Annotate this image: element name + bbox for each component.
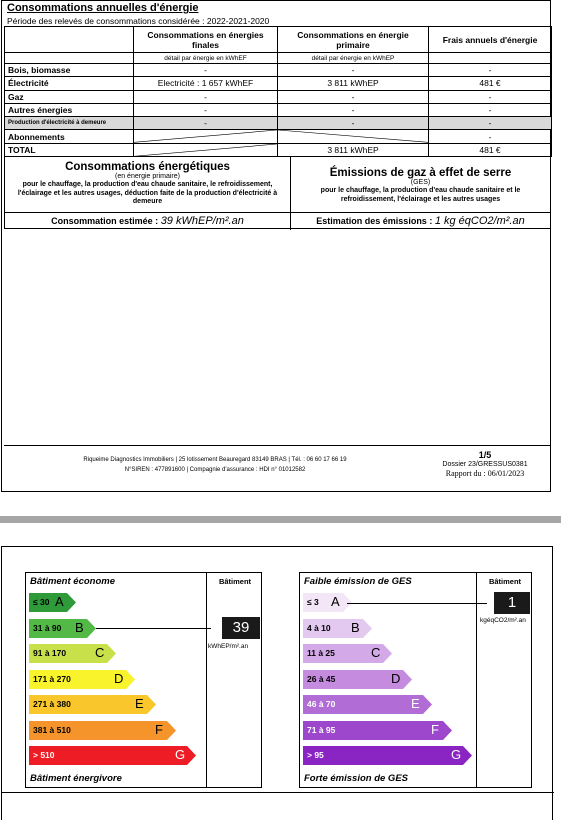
diagonal-cell: [278, 130, 429, 143]
rating-bar-a: [29, 593, 77, 612]
rating-range: 271 à 380: [33, 699, 71, 709]
energy-summary-subtitle: (en énergie primaire): [115, 173, 180, 180]
table-subheader-row: [5, 53, 552, 64]
rating-bar-a: [303, 593, 353, 612]
rating-range: 11 à 25: [307, 648, 335, 658]
rating-range: 46 à 70: [307, 699, 336, 709]
rating-letter: G: [451, 747, 462, 762]
rating-range: ≤ 3: [307, 597, 319, 607]
total-frais: 481 €: [429, 143, 552, 156]
rating-letter: E: [411, 696, 420, 711]
row-finale: -: [134, 90, 278, 103]
rating-bar-e: [303, 695, 433, 714]
dossier-number: Dossier 23/GRESSUS0381: [442, 461, 528, 468]
rating-range: > 510: [33, 750, 55, 760]
ges-bottom-label: Forte émission de GES: [304, 773, 408, 784]
rating-range: 91 à 170: [33, 648, 67, 658]
table-row: [5, 117, 552, 130]
row-label: Autres énergies: [5, 103, 134, 116]
row-frais: -: [429, 117, 552, 130]
rating-bar-d: [29, 670, 136, 689]
rating-letter: G: [175, 747, 186, 762]
rating-letter: D: [391, 670, 401, 686]
rating-bar-b: [29, 619, 97, 638]
ges-summary-description: pour le chauffage, la production d'eau chaude sanitaire et le refroidissement, l'éclairage et les autres usages: [320, 187, 521, 203]
consumption-table: [4, 26, 552, 157]
row-primaire: -: [278, 90, 429, 103]
energy-link-line: [96, 628, 211, 629]
ges-estimate-value: 1 kg éqCO2/m².an: [434, 215, 525, 227]
row-label: Production d'électricité à demeure: [5, 117, 134, 130]
rating-range: 31 à 90: [33, 622, 62, 633]
energy-estimate: [5, 212, 290, 230]
ges-summary-title: Émissions de gaz à effet de serre: [329, 167, 512, 179]
rating-letter: B: [351, 619, 360, 635]
ges-link-line: [347, 603, 487, 604]
energy-bottom-label: Bâtiment énergivore: [30, 773, 122, 784]
row-frais: -: [429, 103, 552, 116]
ges-column-label: Bâtiment: [488, 577, 522, 586]
row-frais: -: [429, 90, 552, 103]
energy-unit: kWhEP/m².an: [208, 643, 249, 650]
summary-box: [4, 156, 551, 229]
row-primaire: 3 811 kWhEP: [278, 77, 429, 90]
rating-range: 71 à 95: [307, 724, 336, 735]
rating-letter: C: [371, 645, 381, 660]
rating-letter: F: [431, 721, 439, 737]
subheader-primaire: détail par énergie en kWhEP: [278, 53, 429, 64]
rating-letter: F: [155, 721, 163, 737]
energy-value-marker: 39: [222, 617, 260, 639]
rating-bar-e: [29, 695, 157, 714]
energy-column-label: Bâtiment: [218, 577, 252, 586]
header-blank: [5, 27, 134, 53]
subheader-finale: détail par énergie en kWhEF: [134, 53, 278, 64]
rating-bar-g: [29, 746, 197, 765]
diagonal-cell: [134, 130, 278, 143]
rating-bar-g: [303, 746, 473, 765]
subheader-blank: [5, 53, 134, 64]
document-title: Consommations annuelles d'énergie: [7, 2, 199, 14]
energy-estimate-value: 39 kWhEP/m².an: [160, 215, 244, 227]
row-label: Bois, biomasse: [5, 64, 134, 77]
ges-top-label: Faible émission de GES: [304, 576, 412, 587]
rating-bar-f: [303, 721, 453, 740]
row-finale: -: [134, 64, 278, 77]
diagonal-cell: [134, 143, 278, 156]
energy-label-scale: [25, 572, 262, 788]
table-header-row: [5, 27, 552, 53]
ges-summary: [291, 157, 550, 230]
ges-estimate-label: Estimation des émissions :: [316, 216, 435, 226]
rating-letter: A: [331, 594, 340, 609]
rating-range: 26 à 45: [307, 673, 336, 684]
rating-bar-d: [303, 670, 413, 689]
footer-reference: [430, 451, 540, 478]
rating-letter: E: [135, 696, 144, 711]
page-2-rule: [2, 792, 554, 793]
footer-company-line-1: Riqueime Diagnostics Immobiliers | 25 lotissement Beauregard 83149 BRAS | Tél. : 06 60 17 66 19: [83, 457, 347, 463]
footer-company: [50, 456, 380, 475]
report-date: Rapport du : 06/01/2023: [445, 469, 525, 478]
rating-letter: A: [55, 594, 64, 609]
energy-summary-title: Consommations énergétiques: [65, 161, 230, 173]
energy-estimate-label: Consommation estimée :: [51, 216, 161, 226]
rating-letter: C: [95, 645, 105, 660]
footer-company-line-2: N°SIREN : 477891600 | Compagnie d'assurance : HDI n° 01012582: [124, 466, 306, 473]
rating-letter: D: [114, 670, 124, 686]
page-separator: [0, 516, 561, 523]
table-row: [5, 77, 552, 90]
row-finale: -: [134, 103, 278, 116]
row-label: Électricité: [5, 77, 134, 90]
rating-letter: B: [75, 619, 84, 635]
row-finale: -: [134, 117, 278, 130]
rating-bar-f: [29, 721, 177, 740]
scale-column-separator: [206, 573, 207, 787]
total-label: TOTAL: [5, 143, 134, 156]
abonnements-frais: -: [429, 130, 552, 143]
table-row: [5, 64, 552, 77]
table-row: [5, 103, 552, 116]
row-primaire: -: [278, 64, 429, 77]
page-number: 1/5: [478, 450, 492, 460]
row-label: Gaz: [5, 90, 134, 103]
row-frais: -: [429, 64, 552, 77]
row-finale: Electricité : 1 657 kWhEF: [134, 77, 278, 90]
rating-range: > 95: [307, 750, 324, 760]
total-primaire: 3 811 kWhEP: [278, 143, 429, 156]
rating-range: 381 à 510: [33, 724, 71, 735]
energy-summary: [5, 157, 291, 230]
row-frais: 481 €: [429, 77, 552, 90]
ges-estimate: [291, 212, 550, 230]
period-text: Période des relevés de consommations considérée : 2022-2021-2020: [7, 16, 270, 26]
rating-bar-c: [29, 644, 117, 663]
ges-summary-subtitle: (GES): [410, 179, 431, 186]
total-row: [5, 143, 552, 156]
energy-top-label: Bâtiment économe: [30, 576, 115, 587]
rating-range: 4 à 10: [307, 622, 331, 633]
rating-bar-b: [303, 619, 373, 638]
header-frais: Frais annuels d'énergie: [429, 27, 552, 53]
table-row: [5, 90, 552, 103]
row-primaire: -: [278, 117, 429, 130]
ges-label-scale: [299, 572, 532, 788]
scale-column-separator: [476, 573, 477, 787]
header-primaire: Consommations en énergie primaire: [278, 27, 429, 53]
ges-unit: kgéqCO2/m².an: [480, 617, 526, 624]
header-finale: Consommations en énergies finales: [134, 27, 278, 53]
rating-bar-c: [303, 644, 393, 663]
footer-divider: [4, 445, 550, 446]
rating-range: ≤ 30: [33, 597, 50, 607]
subheader-frais: [429, 53, 552, 64]
ges-value-marker: 1: [494, 592, 530, 614]
energy-summary-description: pour le chauffage, la production d'eau chaude sanitaire, le refroidissement, l'éclairage et les autres usages, déduction faite de la production d'électricité à demeure: [17, 181, 278, 205]
abonnements-row: [5, 130, 552, 143]
rating-range: 171 à 270: [33, 673, 71, 684]
abonnements-label: Abonnements: [5, 130, 134, 143]
row-primaire: -: [278, 103, 429, 116]
